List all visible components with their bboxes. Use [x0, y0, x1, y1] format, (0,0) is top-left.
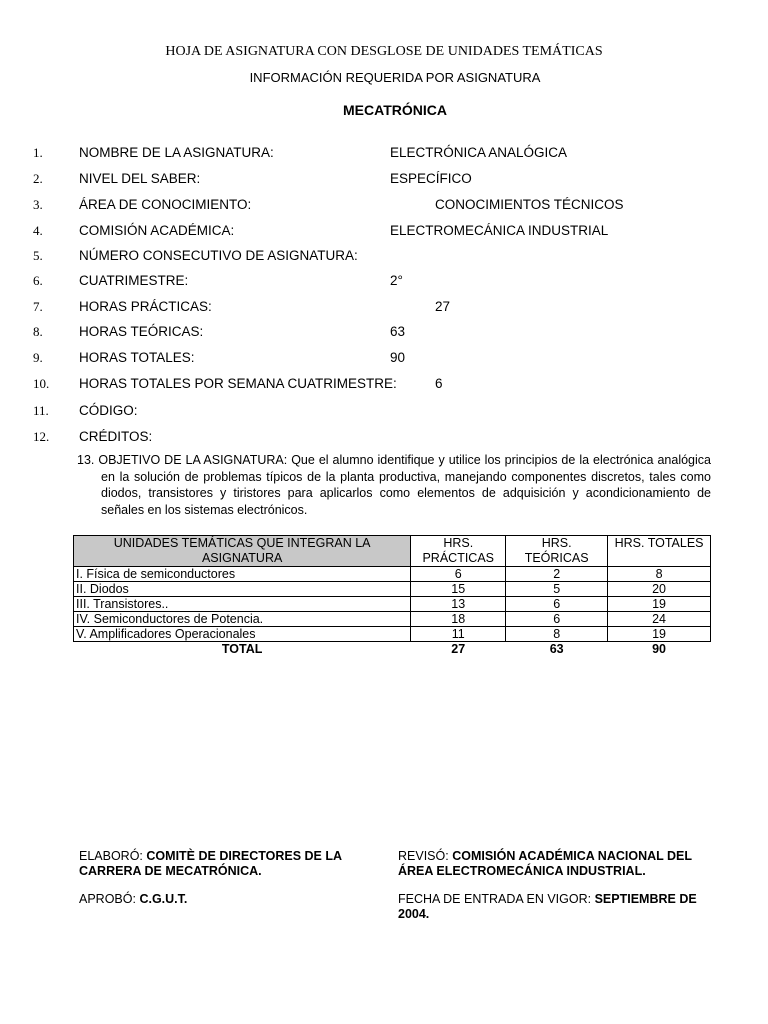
unit-name: IV. Semiconductores de Potencia. [74, 612, 411, 627]
item-number: 1. [33, 145, 43, 160]
item-label: HORAS TOTALES: [79, 350, 195, 365]
hours-teoricas: 2 [506, 567, 608, 582]
hours-practicas: 11 [411, 627, 506, 642]
signature-elaboro [79, 849, 369, 879]
item-number: 8. [33, 324, 43, 339]
elaboro-value: COMITÈ DE DIRECTORES DE LA CARRERA DE MECATRÓNICA. [79, 849, 342, 878]
table-row [74, 567, 711, 582]
total-totales: 90 [608, 642, 711, 657]
table-row [74, 582, 711, 597]
info-item-horas-totales [0, 350, 768, 370]
hours-practicas: 13 [411, 597, 506, 612]
column-header-practicas: HRS. PRÁCTICAS [411, 536, 506, 567]
item-label: NIVEL DEL SABER: [79, 171, 201, 186]
hours-teoricas: 6 [506, 597, 608, 612]
aprobo-value: C.G.U.T. [139, 892, 188, 906]
item-number: 6. [33, 273, 43, 288]
course-objective: 13. OBJETIVO DE LA ASIGNATURA: Que el alumno identifique y utilice los principios de la electrónica analógica en la solución de problemas típicos de la planta productiva, manejando componentes discretos, tales como diodos, transistores y tiristores para aplicarlos como elementos de adquisición y acondicionamiento de señales en los sistemas electrónicos. [77, 453, 711, 517]
table-row [74, 612, 711, 627]
reviso-label: REVISÓ: [398, 849, 449, 863]
unit-name: I. Física de semiconductores [74, 567, 411, 582]
vigor-label: FECHA DE ENTRADA EN VIGOR: [398, 892, 592, 906]
table-row [74, 627, 711, 642]
info-item-comision [0, 223, 768, 243]
item-label: HORAS TEÓRICAS: [79, 324, 204, 339]
unit-name: II. Diodos [74, 582, 411, 597]
signature-aprobo [79, 892, 369, 907]
unit-name: V. Amplificadores Operacionales [74, 627, 411, 642]
item-value: ESPECÍFICO [390, 171, 472, 186]
item-label: CÓDIGO: [79, 403, 138, 418]
item-value: 2° [390, 273, 403, 288]
item-label: NOMBRE DE LA ASIGNATURA: [79, 145, 274, 160]
item-number: 7. [33, 299, 43, 314]
thematic-units-table [73, 535, 711, 656]
total-teoricas: 63 [506, 642, 608, 657]
info-item-horas-teoricas [0, 324, 768, 344]
item-label: HORAS PRÁCTICAS: [79, 299, 212, 314]
item-label: CUATRIMESTRE: [79, 273, 189, 288]
vigor-value: SEPTIEMBRE DE 2004. [398, 892, 697, 921]
info-item-area [0, 197, 768, 217]
item-value: CONOCIMIENTOS TÉCNICOS [435, 197, 624, 212]
info-item-nombre [0, 145, 768, 165]
item-label: CRÉDITOS: [79, 429, 153, 444]
elaboro-label: ELABORÓ: [79, 849, 143, 863]
total-label: TOTAL [74, 642, 411, 657]
column-header-teoricas: HRS. TEÓRICAS [506, 536, 608, 567]
item-number: 9. [33, 350, 43, 365]
document-subtitle: INFORMACIÓN REQUERIDA POR ASIGNATURA [249, 70, 541, 85]
info-item-numero [0, 248, 768, 268]
effective-date [398, 892, 710, 922]
info-item-nivel [0, 171, 768, 191]
info-item-creditos [0, 429, 768, 449]
table-total-row [74, 642, 711, 657]
item-number: 5. [33, 248, 43, 263]
info-item-horas-semana [0, 376, 768, 396]
item-label: HORAS TOTALES POR SEMANA CUATRIMESTRE: [79, 376, 397, 391]
item-number: 10. [33, 376, 50, 391]
hours-practicas: 15 [411, 582, 506, 597]
program-name: MECATRÓNICA [343, 102, 447, 118]
item-label: NÚMERO CONSECUTIVO DE ASIGNATURA: [79, 248, 358, 263]
hours-teoricas: 6 [506, 612, 608, 627]
hours-practicas: 6 [411, 567, 506, 582]
item-value: 90 [390, 350, 406, 365]
unit-name: III. Transistores.. [74, 597, 411, 612]
hours-teoricas: 5 [506, 582, 608, 597]
item-number: 2. [33, 171, 43, 186]
hours-totales: 19 [608, 597, 711, 612]
item-number: 12. [33, 429, 50, 444]
info-item-cuatrimestre [0, 273, 768, 293]
signature-reviso [398, 849, 710, 879]
hours-totales: 24 [608, 612, 711, 627]
hours-practicas: 18 [411, 612, 506, 627]
aprobo-label: APROBÓ: [79, 892, 136, 906]
reviso-value: COMISIÓN ACADÉMICA NACIONAL DEL ÁREA ELECTROMECÁNICA INDUSTRIAL. [398, 849, 692, 878]
item-number: 4. [33, 223, 43, 238]
item-label: COMISIÓN ACADÉMICA: [79, 223, 235, 238]
column-header-totales: HRS. TOTALES [608, 536, 711, 567]
hours-teoricas: 8 [506, 627, 608, 642]
hours-totales: 8 [608, 567, 711, 582]
item-number: 11. [33, 403, 49, 418]
info-item-horas-practicas [0, 299, 768, 319]
hours-totales: 20 [608, 582, 711, 597]
info-item-codigo [0, 403, 768, 423]
column-header-units: UNIDADES TEMÁTICAS QUE INTEGRAN LA ASIGNATURA [74, 536, 411, 567]
item-value: ELECTRÓNICA ANALÓGICA [390, 145, 568, 160]
item-value: 27 [435, 299, 451, 314]
item-label: ÁREA DE CONOCIMIENTO: [79, 197, 252, 212]
hours-totales: 19 [608, 627, 711, 642]
item-number: 3. [33, 197, 43, 212]
total-practicas: 27 [411, 642, 506, 657]
document-title: HOJA DE ASIGNATURA CON DESGLOSE DE UNIDADES TEMÁTICAS [165, 44, 603, 59]
item-value: 6 [435, 376, 443, 391]
item-value: 63 [390, 324, 406, 339]
table-row [74, 597, 711, 612]
item-value: ELECTROMECÁNICA INDUSTRIAL [390, 223, 609, 238]
table-header-row [74, 536, 711, 567]
